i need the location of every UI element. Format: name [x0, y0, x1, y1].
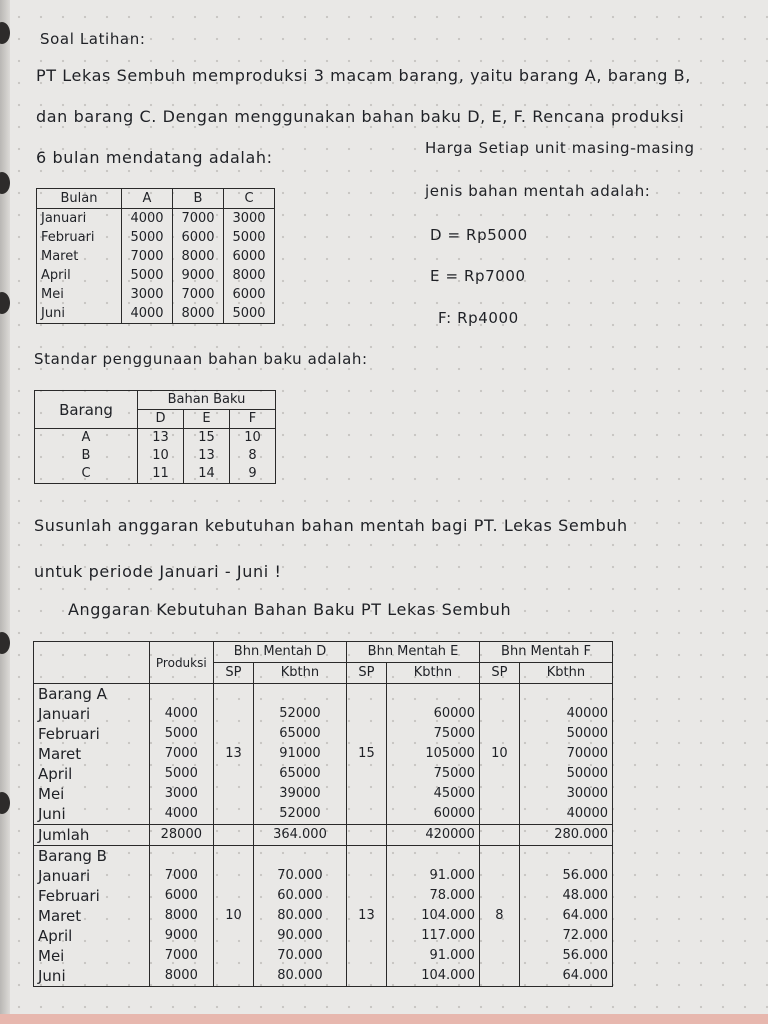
table-header: Bahan Baku: [138, 391, 276, 410]
table-row: Maret 7000 91000 105000 70000: [34, 744, 613, 764]
paragraph-line: PT Lekas Sembuh memproduksi 3 macam barang, yaitu barang A, barang B,: [36, 66, 691, 85]
page-bottom-edge: [0, 1014, 768, 1024]
table-header: D: [138, 410, 184, 429]
table-header: Kbthn: [386, 663, 479, 684]
table-row: Mei 3000 39000 45000 30000: [34, 784, 613, 804]
task-line: Susunlah anggaran kebutuhan bahan mentah bagi PT. Lekas Sembuh: [34, 516, 628, 535]
section-label-row: Barang A 13 15 10: [34, 684, 613, 705]
table-row: Mei 7000 70.000 91.000 56.000: [34, 946, 613, 966]
table-row: Mei 3000 7000 6000: [37, 285, 275, 304]
table-row: Januari 4000 52000 60000 40000: [34, 704, 613, 724]
table-row: C 11 14 9: [35, 465, 276, 484]
budget-title: Anggaran Kebutuhan Bahan Baku PT Lekas Sembuh: [68, 600, 512, 619]
notebook-binding: [0, 0, 10, 1024]
table-row: Februari 5000 65000 75000 50000: [34, 724, 613, 744]
table-row: Juni 8000 80.000 104.000 64.000: [34, 966, 613, 987]
table-row: B 10 13 8: [35, 447, 276, 465]
price-e: E = Rp7000: [430, 267, 526, 285]
table-row: Juni 4000 52000 60000 40000: [34, 804, 613, 825]
table-header: Bhn Mentah E: [347, 642, 480, 663]
table-row: Februari 6000 60.000 78.000 48.000: [34, 886, 613, 906]
standard-usage-table: [34, 390, 276, 484]
table-header: C: [224, 189, 275, 209]
table-row: Januari 7000 70.000 91.000 56.000: [34, 866, 613, 886]
table-row: Januari 4000 7000 3000: [37, 209, 275, 229]
table-row: April 5000 65000 75000 50000: [34, 764, 613, 784]
standard-intro: Standar penggunaan bahan baku adalah:: [34, 350, 368, 368]
table-row: April 9000 90.000 117.000 72.000: [34, 926, 613, 946]
production-plan-table: [36, 188, 275, 324]
table-header: Bhn Mentah D: [214, 642, 347, 663]
total-row: Jumlah 28000 364.000 420000 280.000: [34, 825, 613, 846]
budget-table: [33, 641, 613, 987]
table-row: April 5000 9000 8000: [37, 266, 275, 285]
table-header: SP: [214, 663, 254, 684]
table-row: Maret 7000 8000 6000: [37, 247, 275, 266]
table-row: Juni 4000 8000 5000: [37, 304, 275, 324]
table-header: SP: [347, 663, 387, 684]
table-header: SP: [479, 663, 519, 684]
table-header: Bhn Mentah F: [479, 642, 612, 663]
price-f: F: Rp4000: [438, 309, 519, 327]
table-header: Bulan: [37, 189, 122, 209]
table-header: Kbthn: [519, 663, 612, 684]
section-label-row: Barang B 10 13 8: [34, 846, 613, 867]
price-d: D = Rp5000: [430, 226, 528, 244]
price-intro-line: jenis bahan mentah adalah:: [425, 182, 651, 200]
table-header: A: [122, 189, 173, 209]
table-header: F: [229, 410, 275, 429]
table-header: Kbthn: [253, 663, 346, 684]
price-intro-line: Harga Setiap unit masing-masing: [425, 139, 695, 157]
table-header: E: [183, 410, 229, 429]
table-row: Maret 8000 80.000 104.000 64.000: [34, 906, 613, 926]
page-title: Soal Latihan:: [40, 30, 146, 48]
task-line: untuk periode Januari - Juni !: [34, 562, 282, 581]
table-header: Barang: [35, 391, 138, 429]
paragraph-line: dan barang C. Dengan menggunakan bahan baku D, E, F. Rencana produksi: [36, 107, 685, 126]
table-header: Produksi: [149, 642, 213, 684]
table-header: B: [173, 189, 224, 209]
table-row: A 13 15 10: [35, 429, 276, 448]
paragraph-line: 6 bulan mendatang adalah:: [36, 148, 273, 167]
table-row: Februari 5000 6000 5000: [37, 228, 275, 247]
